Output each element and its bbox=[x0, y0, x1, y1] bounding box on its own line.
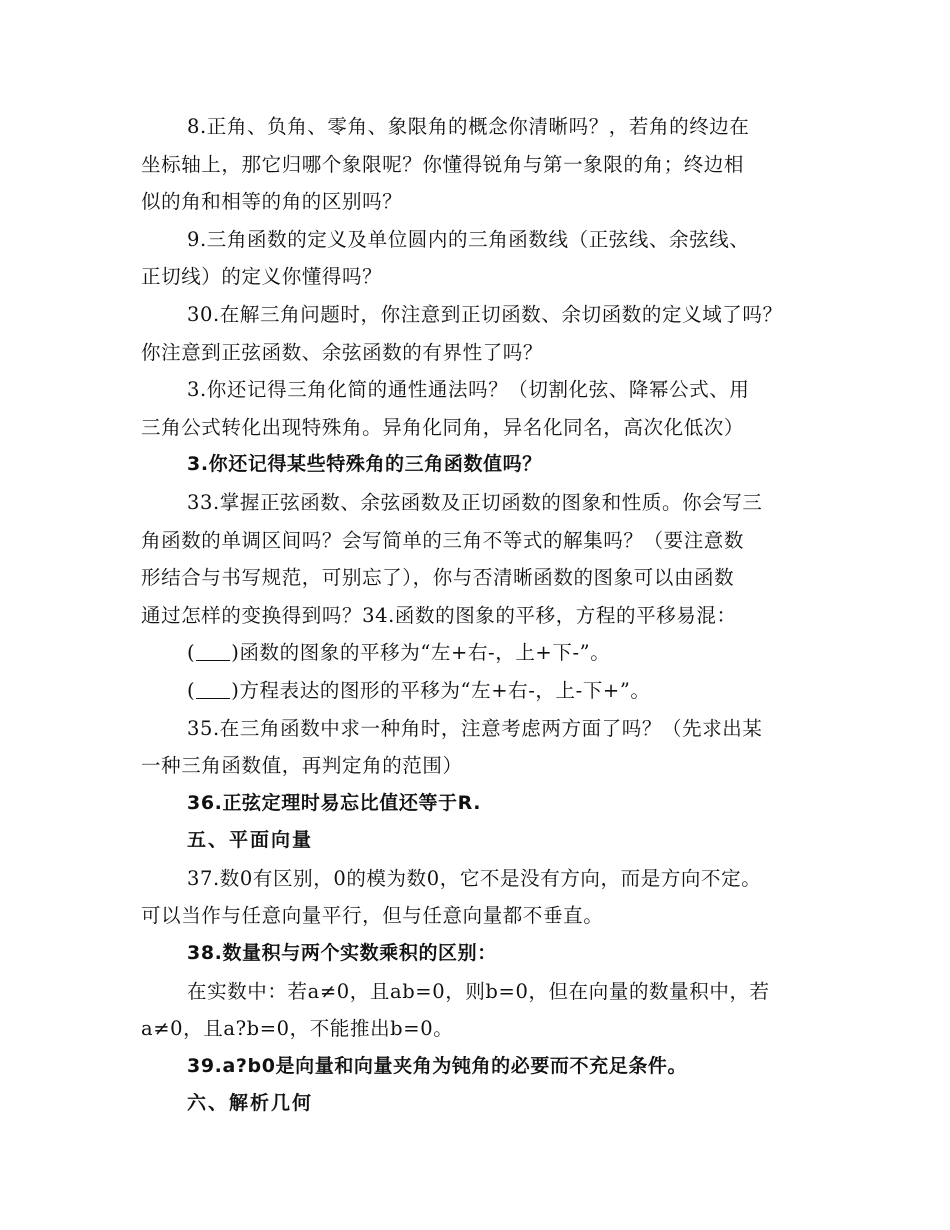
blank-item-text: 方程表达的图形的平移为“左+右-，上-下+”。 bbox=[239, 678, 651, 702]
paragraph-line: 可以当作与任意向量平行，但与任意向量都不垂直。 bbox=[141, 904, 604, 928]
paragraph-line: 37.数0有区别，0的模为数0，它不是没有方向，而是方向不定。 bbox=[187, 866, 762, 890]
paragraph-line: 一种三角函数值，再判定角的范围） bbox=[141, 754, 463, 778]
bold-item-line: 38.数量积与两个实数乘积的区别： bbox=[187, 942, 497, 965]
paragraph-line: 坐标轴上，那它归哪个象限呢？你懂得锐角与第一象限的角；终边相 bbox=[141, 152, 745, 176]
paragraph-line: 三角公式转化出现特殊角。异角化同角，异名化同名，高次化低次） bbox=[141, 415, 745, 439]
paragraph-line: 3.你还记得三角化简的通性通法吗？（切割化弦、降幂公式、用 bbox=[187, 378, 750, 402]
bold-item-line: 3.你还记得某些特殊角的三角函数值吗？ bbox=[187, 453, 542, 476]
close-paren: ) bbox=[231, 678, 240, 702]
paragraph-line: 角函数的单调区间吗？会写简单的三角不等式的解集吗？（要注意数 bbox=[141, 528, 745, 552]
paragraph-line: 似的角和相等的角的区别吗？ bbox=[141, 190, 403, 214]
open-paren: ( bbox=[187, 641, 196, 665]
document-body bbox=[141, 108, 831, 1123]
bold-item-line: 39.a?b0是向量和向量夹角为钝角的必要而不充足条件。 bbox=[187, 1054, 688, 1077]
blank-item-line bbox=[141, 672, 831, 710]
close-paren: ) bbox=[231, 641, 240, 665]
paragraph-line: 你注意到正弦函数、余弦函数的有界性了吗？ bbox=[141, 340, 544, 364]
blank-item-text: 函数的图象的平移为“左+右-，上+下-”。 bbox=[239, 641, 611, 665]
paragraph-line: 35.在三角函数中求一种角时，注意考虑两方面了吗？（先求出某 bbox=[187, 716, 763, 740]
paragraph-line: 33.掌握正弦函数、余弦函数及正切函数的图象和性质。你会写三 bbox=[187, 490, 763, 514]
open-paren: ( bbox=[187, 678, 196, 702]
paragraph-line: 8.正角、负角、零角、象限角的概念你清晰吗？，若角的终边在 bbox=[187, 115, 750, 138]
paragraph-line: a≠0，且a?b=0，不能推出b=0。 bbox=[141, 1017, 454, 1041]
paragraph-line: 在实数中：若a≠0，且ab=0，则b=0，但在向量的数量积中，若 bbox=[187, 979, 770, 1003]
section-heading: 六、解析几何 bbox=[187, 1092, 314, 1115]
fill-blank bbox=[196, 640, 230, 661]
fill-blank bbox=[196, 678, 230, 699]
blank-item-line bbox=[141, 634, 831, 672]
paragraph-line: 正切线）的定义你懂得吗？ bbox=[141, 265, 383, 289]
paragraph-line: 9.三角函数的定义及单位圆内的三角函数线（正弦线、余弦线、 bbox=[187, 227, 750, 251]
paragraph-line: 形结合与书写规范，可别忘了），你与否清晰函数的图象可以由函数 bbox=[141, 566, 735, 590]
paragraph-line: 通过怎样的变换得到吗？34.函数的图象的平移，方程的平移易混： bbox=[141, 603, 737, 627]
bold-item-line: 36.正弦定理时易忘比值还等于R. bbox=[187, 791, 482, 814]
paragraph-line: 30.在解三角问题时，你注意到正切函数、余切函数的定义域了吗？ bbox=[187, 302, 783, 326]
section-heading: 五、平面向量 bbox=[187, 829, 314, 852]
